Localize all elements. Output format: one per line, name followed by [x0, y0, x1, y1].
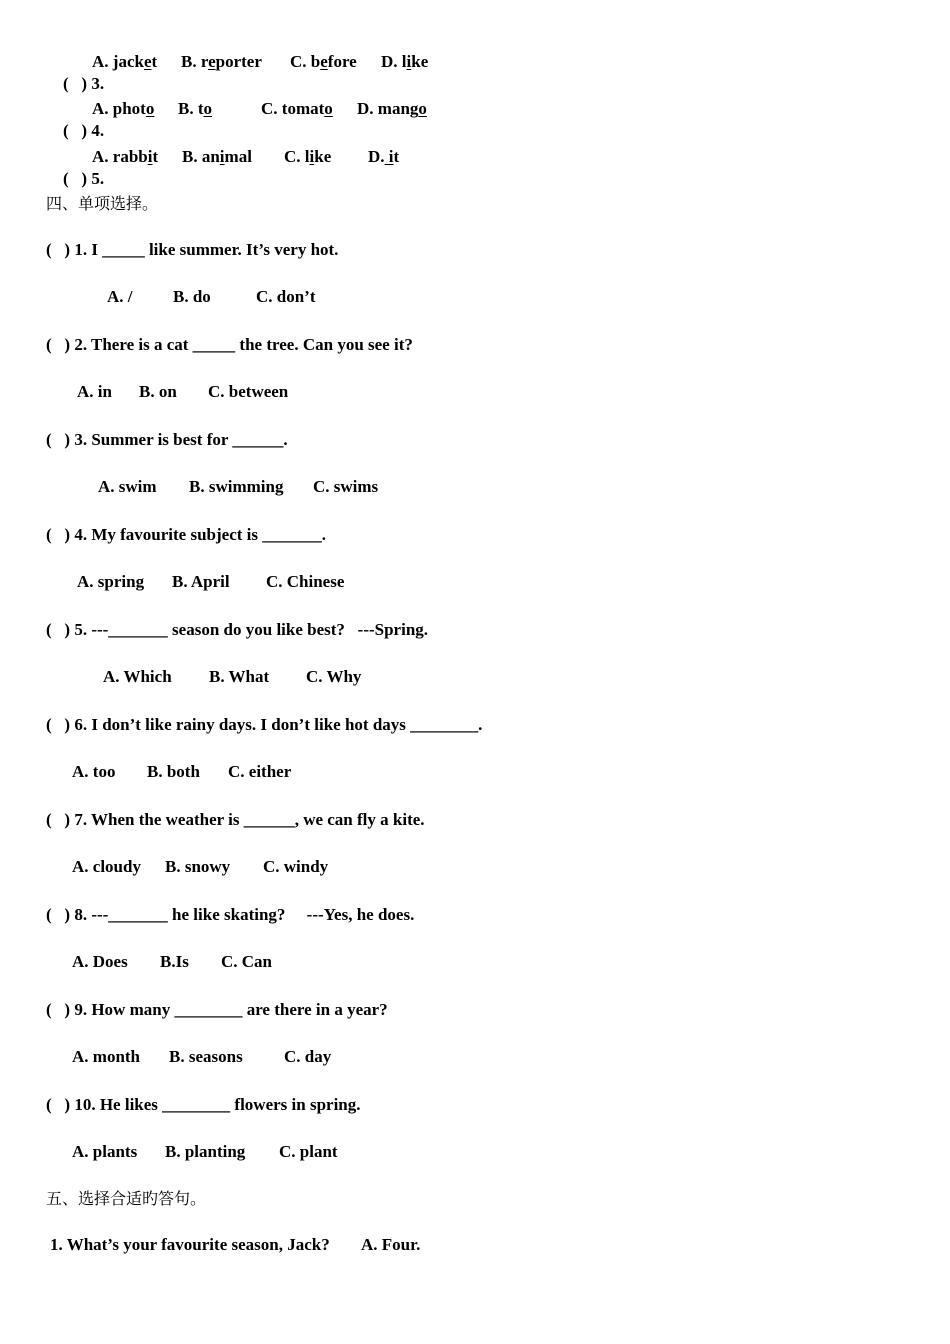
question-10: ( ) 10. He likes ________ flowers in spring. — [46, 1095, 361, 1114]
pron-option-d: D. it — [368, 147, 400, 166]
section-5-title: 五、选择合适旳答句。 — [46, 1189, 207, 1208]
option-a: A. spring — [77, 572, 145, 591]
pron-option-b: B. to — [178, 99, 212, 118]
option-c: C. Why — [306, 667, 362, 686]
option-c: C. windy — [263, 857, 329, 876]
option-b: B.Is — [160, 952, 189, 971]
question-3: ( ) 3. Summer is best for ______. — [46, 430, 288, 449]
question-1: ( ) 1. I _____ like summer. It’s very hot. — [46, 240, 339, 259]
option-b: B. seasons — [169, 1047, 243, 1066]
question-8: ( ) 8. ---_______ he like skating? ---Yes, he does. — [46, 905, 415, 924]
option-b: B. planting — [165, 1142, 246, 1161]
option-a: A. plants — [72, 1142, 138, 1161]
option-a: A. cloudy — [72, 857, 141, 876]
pron-option-c: C. like — [284, 147, 332, 166]
question-6: ( ) 6. I don’t like rainy days. I don’t like hot days ________. — [46, 715, 483, 734]
question-2: ( ) 2. There is a cat _____ the tree. Can you see it? — [46, 335, 413, 354]
section-5-question-1: 1. What’s your favourite season, Jack? — [50, 1235, 330, 1254]
option-a: A. swim — [98, 477, 157, 496]
pron-option-d: D. like — [381, 52, 429, 71]
option-b: B. both — [147, 762, 200, 781]
question-4: ( ) 4. My favourite subject is _______. — [46, 525, 326, 544]
pron-option-a: A. photo — [92, 99, 155, 118]
option-b: B. April — [172, 572, 230, 591]
option-c: C. don’t — [256, 287, 316, 306]
section-4-title: 四、单项选择。 — [46, 194, 159, 213]
section-5-answer-a: A. Four. — [361, 1235, 421, 1254]
row-number: ( ) 5. — [63, 169, 105, 188]
option-a: A. too — [72, 762, 116, 781]
option-a: A. month — [72, 1047, 141, 1066]
option-a: A. / — [107, 287, 133, 306]
row-number: ( ) 4. — [63, 121, 105, 140]
option-c: C. Chinese — [266, 572, 345, 591]
option-c: C. plant — [279, 1142, 338, 1161]
pron-option-a: A. jacket — [92, 52, 158, 71]
pron-option-b: B. reporter — [181, 52, 262, 71]
question-9: ( ) 9. How many ________ are there in a year? — [46, 1000, 388, 1019]
option-b: B. do — [173, 287, 211, 306]
question-5: ( ) 5. ---_______ season do you like best? ---Spring. — [46, 620, 429, 639]
pron-option-c: C. tomato — [261, 99, 333, 118]
row-number: ( ) 3. — [63, 74, 105, 93]
option-b: B. What — [209, 667, 270, 686]
pron-option-a: A. rabbit — [92, 147, 159, 166]
pron-option-b: B. animal — [182, 147, 252, 166]
option-b: B. snowy — [165, 857, 231, 876]
option-b: B. swimming — [189, 477, 284, 496]
option-a: A. Which — [103, 667, 172, 686]
pron-option-d: D. mango — [357, 99, 427, 118]
option-c: C. swims — [313, 477, 379, 496]
option-c: C. between — [208, 382, 289, 401]
option-a: A. in — [77, 382, 112, 401]
option-c: C. Can — [221, 952, 273, 971]
option-a: A. Does — [72, 952, 128, 971]
question-7: ( ) 7. When the weather is ______, we can fly a kite. — [46, 810, 425, 829]
pron-option-c: C. before — [290, 52, 357, 71]
option-b: B. on — [139, 382, 177, 401]
option-c: C. day — [284, 1047, 332, 1066]
option-c: C. either — [228, 762, 292, 781]
